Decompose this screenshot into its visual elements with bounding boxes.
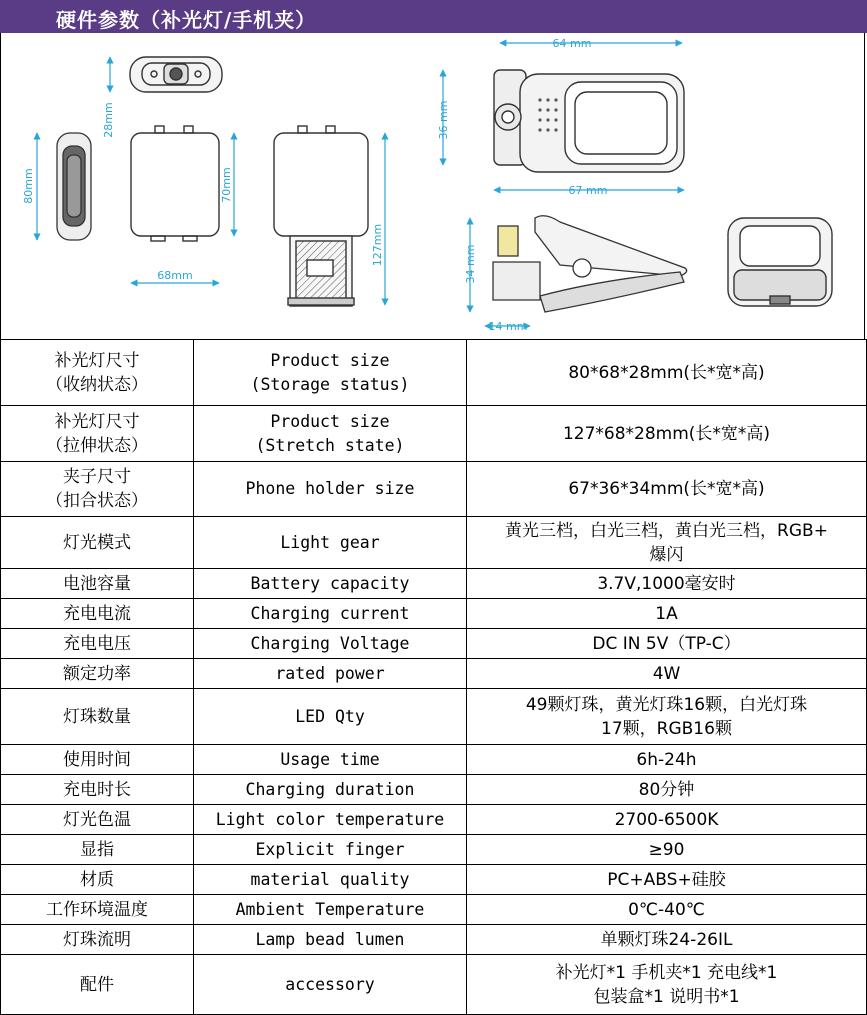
spec-row: [1, 569, 867, 599]
spec-value-line: 49颗灯珠，黄光灯珠16颗，白光灯珠: [525, 694, 808, 715]
spec-name-en: [194, 865, 467, 895]
spec-row: [1, 865, 867, 895]
spec-name-cn-line: 灯珠数量: [63, 706, 131, 727]
spec-row: [1, 406, 867, 462]
dim-68: 68mm: [157, 269, 193, 282]
spec-value-line: 爆闪: [649, 544, 684, 565]
dim-67: 67 mm: [568, 184, 608, 197]
spec-value-line: 黄光三档，白光三档，黄白光三档，RGB+: [505, 520, 828, 541]
spec-row: [1, 599, 867, 629]
spec-name-cn-line: 显指: [80, 839, 114, 860]
spec-value-line: 1A: [655, 603, 678, 624]
spec-row: [1, 805, 867, 835]
spec-name-en: [194, 745, 467, 775]
clip-side-view: [493, 216, 687, 312]
spec-value-line: ≥90: [648, 839, 685, 860]
spec-name-en-line: (Stretch state): [255, 435, 405, 455]
spec-name-en: [194, 895, 467, 925]
spec-value: [467, 835, 867, 865]
spec-value-line: 补光灯*1 手机夹*1 充电线*1: [555, 962, 778, 983]
spec-value-line: 67*36*34mm(长*宽*高): [568, 479, 765, 499]
spec-name-cn: [1, 659, 194, 689]
spec-name-en-line: Explicit finger: [255, 839, 405, 859]
spec-row: [1, 689, 867, 745]
clip-front-view: [728, 218, 832, 306]
dimension-drawing: [0, 33, 867, 339]
spec-name-en-line: Phone holder size: [245, 479, 415, 498]
spec-name-cn-line: 灯光模式: [63, 532, 131, 553]
spec-name-en-line: Battery capacity: [250, 573, 410, 593]
spec-value: [467, 629, 867, 659]
spec-name-cn-line: 夹子尺寸: [63, 467, 131, 487]
spec-name-en-line: Charging current: [250, 603, 410, 623]
spec-value: [467, 599, 867, 629]
spec-name-cn: [1, 340, 194, 406]
spec-value-line: 包装盒*1 说明书*1: [593, 986, 740, 1007]
spec-value: [467, 406, 867, 462]
dim-64: 64 mm: [552, 37, 592, 50]
spec-value-line: PC+ABS+硅胶: [607, 869, 726, 890]
spec-row: [1, 745, 867, 775]
spec-value-line: 3.7V,1000毫安时: [597, 573, 736, 594]
spec-name-en: [194, 775, 467, 805]
spec-row: [1, 775, 867, 805]
spec-row: [1, 462, 867, 517]
dim-80: 80mm: [22, 168, 35, 204]
spec-name-cn: [1, 835, 194, 865]
spec-name-cn-line: （扣合状态）: [46, 491, 148, 511]
spec-name-en-line: accessory: [285, 974, 375, 994]
spec-value: [467, 689, 867, 745]
spec-value: [467, 865, 867, 895]
spec-value: [467, 805, 867, 835]
spec-row: [1, 659, 867, 689]
spec-value-line: 127*68*28mm(长*宽*高): [562, 423, 771, 444]
spec-value: [467, 659, 867, 689]
spec-name-cn-line: 使用时间: [63, 749, 131, 770]
spec-value-line: 4W: [652, 663, 681, 684]
spec-name-cn: [1, 865, 194, 895]
spec-name-cn: [1, 689, 194, 745]
spec-name-cn-line: 充电时长: [63, 779, 131, 800]
spec-value: [467, 745, 867, 775]
spec-name-en: [194, 689, 467, 745]
spec-name-en-line: Product size: [270, 411, 390, 431]
dim-127: 127mm: [371, 223, 384, 267]
spec-name-en-line: rated power: [275, 663, 385, 683]
spec-name-cn: [1, 745, 194, 775]
spec-value-line: 6h-24h: [636, 749, 697, 770]
dim-28: 28mm: [102, 102, 115, 138]
spec-name-en: [194, 517, 467, 569]
spec-name-en-line: Light gear: [280, 532, 380, 552]
spec-name-en-line: Charging Voltage: [250, 633, 410, 653]
spec-name-en: [194, 462, 467, 517]
spec-row: [1, 895, 867, 925]
spec-name-en-line: LED Qty: [295, 706, 365, 726]
spec-value: [467, 955, 867, 1015]
spec-name-cn: [1, 925, 194, 955]
spec-value-line: 2700-6500K: [614, 809, 719, 830]
spec-row: [1, 835, 867, 865]
light-stretch-view: [274, 126, 368, 306]
spec-name-en-line: material quality: [250, 869, 410, 889]
spec-name-cn-line: 补光灯尺寸: [54, 411, 140, 432]
clip-top-view: [494, 70, 684, 172]
spec-name-en-line: Product size: [270, 350, 390, 370]
section-title: 硬件参数（补光灯/手机夹）: [56, 8, 317, 32]
dim-70: 70mm: [220, 167, 233, 203]
spec-name-cn-line: 材质: [80, 869, 114, 890]
spec-value-line: 80分钟: [638, 779, 695, 800]
spec-value: [467, 340, 867, 406]
section-header: [0, 0, 867, 33]
spec-name-en: [194, 955, 467, 1015]
spec-row: [1, 955, 867, 1015]
spec-name-cn-line: 电池容量: [63, 573, 131, 594]
spec-value-line: 80*68*28mm(长*宽*高): [568, 362, 765, 383]
spec-name-en-line: Light color temperature: [215, 809, 445, 829]
spec-name-en: [194, 599, 467, 629]
spec-name-en-line: Charging duration: [245, 779, 415, 799]
light-front-view: [131, 126, 219, 241]
spec-value: [467, 569, 867, 599]
spec-value-line: 单颗灯珠24-26IL: [600, 929, 733, 950]
spec-name-en: [194, 925, 467, 955]
spec-row: [1, 925, 867, 955]
spec-name-en: [194, 406, 467, 462]
light-side-view: [57, 133, 91, 240]
dim-36: 36 mm: [437, 100, 450, 140]
spec-value: [467, 517, 867, 569]
light-top-view: [130, 57, 222, 92]
spec-name-cn: [1, 406, 194, 462]
spec-row: [1, 340, 867, 406]
spec-name-en-line: Lamp bead lumen: [255, 929, 405, 949]
spec-name-en-line: Usage time: [280, 749, 380, 769]
spec-name-en-line: Ambient Temperature: [235, 899, 425, 919]
spec-row: [1, 629, 867, 659]
spec-name-cn: [1, 775, 194, 805]
spec-name-en: [194, 340, 467, 406]
spec-name-en: [194, 629, 467, 659]
spec-name-cn: [1, 569, 194, 599]
spec-name-cn: [1, 462, 194, 517]
spec-row: [1, 517, 867, 569]
dim-34: 34 mm: [464, 244, 477, 284]
spec-value-line: DC IN 5V（TP-C）: [592, 633, 741, 654]
spec-name-cn: [1, 629, 194, 659]
spec-value: [467, 462, 867, 517]
spec-name-cn-line: 充电电流: [63, 603, 131, 624]
spec-name-cn-line: 额定功率: [63, 663, 131, 684]
spec-value: [467, 895, 867, 925]
spec-value-line: 0℃-40℃: [628, 899, 705, 920]
spec-name-cn: [1, 805, 194, 835]
spec-name-cn: [1, 599, 194, 629]
spec-name-en: [194, 835, 467, 865]
spec-name-cn-line: 工作环境温度: [46, 899, 148, 920]
spec-name-en-line: (Storage status): [250, 374, 410, 394]
spec-name-cn-line: （收纳状态）: [46, 374, 148, 395]
spec-name-cn: [1, 895, 194, 925]
spec-name-en: [194, 659, 467, 689]
spec-name-cn-line: 充电电压: [63, 633, 131, 654]
spec-value-line: 17颗，RGB16颗: [601, 718, 732, 739]
spec-name-cn-line: 灯珠流明: [63, 929, 131, 950]
spec-name-cn-line: 灯光色温: [63, 809, 131, 830]
spec-name-en: [194, 569, 467, 599]
spec-name-cn: [1, 955, 194, 1015]
spec-value: [467, 925, 867, 955]
dim-14: 14 mm: [488, 320, 528, 333]
spec-name-en: [194, 805, 467, 835]
spec-name-cn: [1, 517, 194, 569]
spec-value: [467, 775, 867, 805]
spec-table: [0, 339, 867, 1015]
spec-name-cn-line: （拉伸状态）: [46, 435, 148, 456]
spec-name-cn-line: 补光灯尺寸: [54, 350, 140, 371]
spec-name-cn-line: 配件: [80, 974, 114, 995]
